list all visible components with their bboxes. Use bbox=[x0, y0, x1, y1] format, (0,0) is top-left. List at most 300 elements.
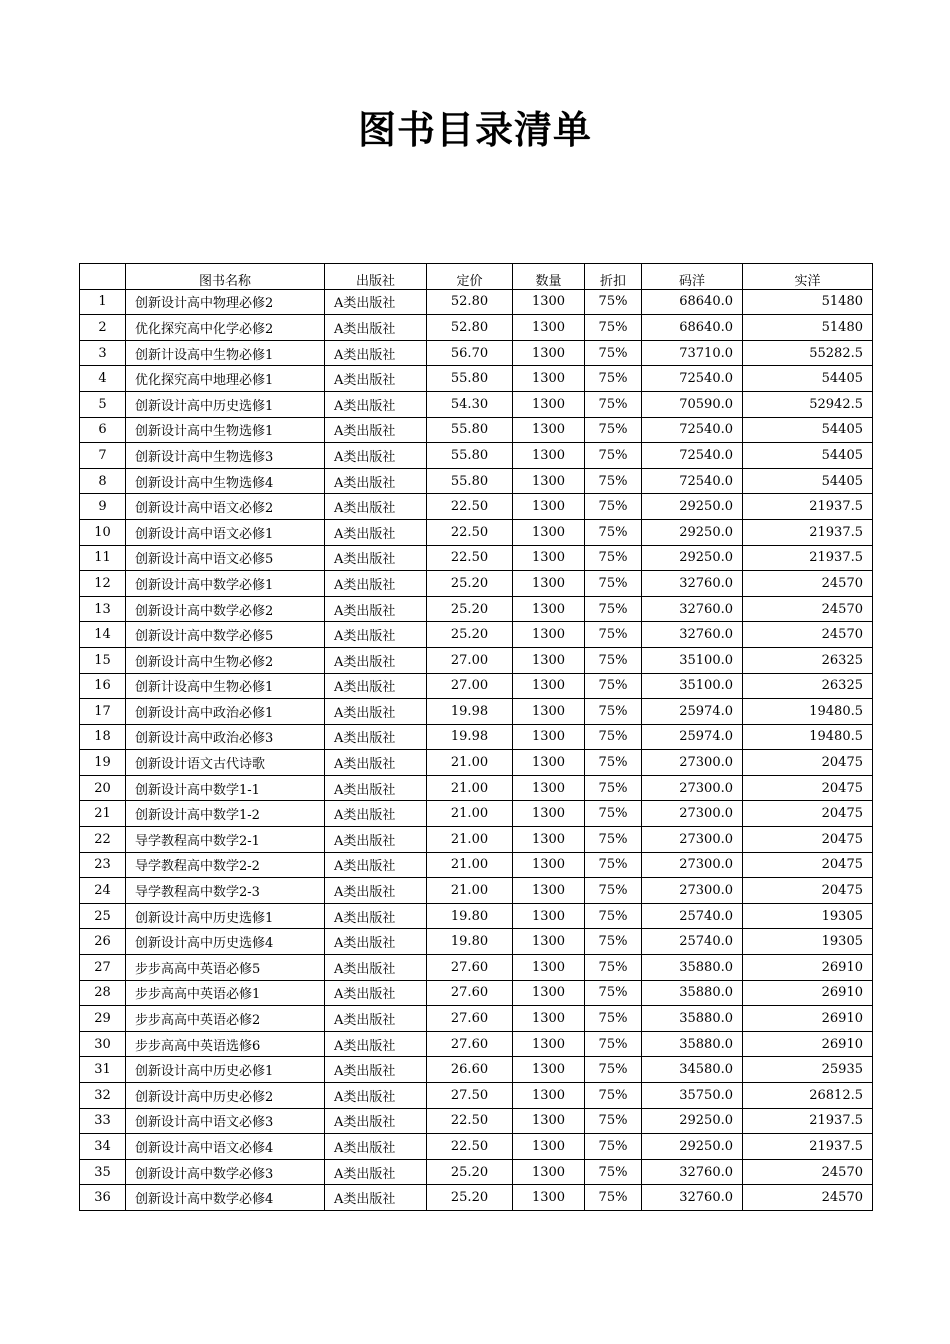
row-index: 5 bbox=[80, 391, 126, 417]
quantity-cell: 1300 bbox=[513, 315, 585, 341]
quantity-cell: 1300 bbox=[513, 673, 585, 699]
table-row bbox=[80, 801, 873, 827]
row-index: 1 bbox=[80, 289, 126, 315]
row-index: 7 bbox=[80, 443, 126, 469]
list-total-cell: 27300.0 bbox=[642, 852, 743, 878]
net-total-cell: 24570 bbox=[743, 622, 873, 648]
quantity-cell: 1300 bbox=[513, 366, 585, 392]
net-total-cell: 19480.5 bbox=[743, 699, 873, 725]
publisher-cell: A类出版社 bbox=[325, 878, 427, 904]
net-total-cell: 54405 bbox=[743, 417, 873, 443]
table-row bbox=[80, 699, 873, 725]
row-index: 4 bbox=[80, 366, 126, 392]
header-index bbox=[80, 264, 126, 290]
discount-cell: 75% bbox=[585, 596, 642, 622]
row-index: 6 bbox=[80, 417, 126, 443]
discount-cell: 75% bbox=[585, 494, 642, 520]
discount-cell: 75% bbox=[585, 545, 642, 571]
net-total-cell: 51480 bbox=[743, 289, 873, 315]
publisher-cell: A类出版社 bbox=[325, 289, 427, 315]
discount-cell: 75% bbox=[585, 1159, 642, 1185]
book-name-cell: 创新设计高中数学必修1 bbox=[126, 571, 325, 597]
quantity-cell: 1300 bbox=[513, 750, 585, 776]
list-total-cell: 27300.0 bbox=[642, 775, 743, 801]
list-total-cell: 68640.0 bbox=[642, 289, 743, 315]
discount-cell: 75% bbox=[585, 340, 642, 366]
publisher-cell: A类出版社 bbox=[325, 852, 427, 878]
table-row bbox=[80, 750, 873, 776]
net-total-cell: 19480.5 bbox=[743, 724, 873, 750]
quantity-cell: 1300 bbox=[513, 1159, 585, 1185]
row-index: 20 bbox=[80, 775, 126, 801]
discount-cell: 75% bbox=[585, 775, 642, 801]
publisher-cell: A类出版社 bbox=[325, 571, 427, 597]
book-name-cell: 创新设计高中历史选修4 bbox=[126, 929, 325, 955]
row-index: 30 bbox=[80, 1031, 126, 1057]
list-total-cell: 25740.0 bbox=[642, 929, 743, 955]
quantity-cell: 1300 bbox=[513, 340, 585, 366]
publisher-cell: A类出版社 bbox=[325, 417, 427, 443]
quantity-cell: 1300 bbox=[513, 980, 585, 1006]
row-index: 32 bbox=[80, 1083, 126, 1109]
discount-cell: 75% bbox=[585, 622, 642, 648]
list-total-cell: 27300.0 bbox=[642, 878, 743, 904]
publisher-cell: A类出版社 bbox=[325, 699, 427, 725]
price-cell: 26.60 bbox=[427, 1057, 513, 1083]
table-row bbox=[80, 1057, 873, 1083]
net-total-cell: 26812.5 bbox=[743, 1083, 873, 1109]
table-row bbox=[80, 289, 873, 315]
table-row bbox=[80, 391, 873, 417]
publisher-cell: A类出版社 bbox=[325, 801, 427, 827]
price-cell: 55.80 bbox=[427, 443, 513, 469]
table-row bbox=[80, 468, 873, 494]
book-name-cell: 优化探究高中化学必修2 bbox=[126, 315, 325, 341]
quantity-cell: 1300 bbox=[513, 545, 585, 571]
quantity-cell: 1300 bbox=[513, 775, 585, 801]
publisher-cell: A类出版社 bbox=[325, 1159, 427, 1185]
discount-cell: 75% bbox=[585, 955, 642, 981]
discount-cell: 75% bbox=[585, 1108, 642, 1134]
quantity-cell: 1300 bbox=[513, 1108, 585, 1134]
discount-cell: 75% bbox=[585, 315, 642, 341]
row-index: 8 bbox=[80, 468, 126, 494]
price-cell: 55.80 bbox=[427, 366, 513, 392]
publisher-cell: A类出版社 bbox=[325, 366, 427, 392]
price-cell: 56.70 bbox=[427, 340, 513, 366]
price-cell: 21.00 bbox=[427, 750, 513, 776]
row-index: 22 bbox=[80, 827, 126, 853]
net-total-cell: 26910 bbox=[743, 955, 873, 981]
price-cell: 27.00 bbox=[427, 673, 513, 699]
quantity-cell: 1300 bbox=[513, 801, 585, 827]
quantity-cell: 1300 bbox=[513, 289, 585, 315]
price-cell: 25.20 bbox=[427, 1159, 513, 1185]
quantity-cell: 1300 bbox=[513, 955, 585, 981]
publisher-cell: A类出版社 bbox=[325, 622, 427, 648]
publisher-cell: A类出版社 bbox=[325, 1108, 427, 1134]
table-row bbox=[80, 1185, 873, 1211]
price-cell: 21.00 bbox=[427, 827, 513, 853]
list-total-cell: 73710.0 bbox=[642, 340, 743, 366]
price-cell: 55.80 bbox=[427, 417, 513, 443]
discount-cell: 75% bbox=[585, 391, 642, 417]
table-row bbox=[80, 852, 873, 878]
book-name-cell: 创新设计高中生物选修3 bbox=[126, 443, 325, 469]
table-row bbox=[80, 571, 873, 597]
net-total-cell: 54405 bbox=[743, 443, 873, 469]
quantity-cell: 1300 bbox=[513, 1185, 585, 1211]
book-name-cell: 创新设计高中数学1-1 bbox=[126, 775, 325, 801]
book-name-cell: 创新设计高中历史选修1 bbox=[126, 903, 325, 929]
list-total-cell: 72540.0 bbox=[642, 366, 743, 392]
discount-cell: 75% bbox=[585, 647, 642, 673]
price-cell: 52.80 bbox=[427, 315, 513, 341]
price-cell: 55.80 bbox=[427, 468, 513, 494]
price-cell: 27.60 bbox=[427, 955, 513, 981]
quantity-cell: 1300 bbox=[513, 1083, 585, 1109]
publisher-cell: A类出版社 bbox=[325, 903, 427, 929]
list-total-cell: 29250.0 bbox=[642, 1108, 743, 1134]
quantity-cell: 1300 bbox=[513, 852, 585, 878]
quantity-cell: 1300 bbox=[513, 1006, 585, 1032]
publisher-cell: A类出版社 bbox=[325, 1057, 427, 1083]
list-total-cell: 25740.0 bbox=[642, 903, 743, 929]
list-total-cell: 72540.0 bbox=[642, 443, 743, 469]
publisher-cell: A类出版社 bbox=[325, 545, 427, 571]
row-index: 34 bbox=[80, 1134, 126, 1160]
list-total-cell: 35880.0 bbox=[642, 1031, 743, 1057]
list-total-cell: 29250.0 bbox=[642, 519, 743, 545]
price-cell: 54.30 bbox=[427, 391, 513, 417]
list-total-cell: 34580.0 bbox=[642, 1057, 743, 1083]
row-index: 13 bbox=[80, 596, 126, 622]
list-total-cell: 25974.0 bbox=[642, 724, 743, 750]
net-total-cell: 26910 bbox=[743, 980, 873, 1006]
list-total-cell: 29250.0 bbox=[642, 494, 743, 520]
publisher-cell: A类出版社 bbox=[325, 775, 427, 801]
discount-cell: 75% bbox=[585, 903, 642, 929]
price-cell: 52.80 bbox=[427, 289, 513, 315]
price-cell: 19.98 bbox=[427, 724, 513, 750]
table-row bbox=[80, 315, 873, 341]
row-index: 12 bbox=[80, 571, 126, 597]
list-total-cell: 27300.0 bbox=[642, 827, 743, 853]
list-total-cell: 32760.0 bbox=[642, 622, 743, 648]
discount-cell: 75% bbox=[585, 878, 642, 904]
quantity-cell: 1300 bbox=[513, 391, 585, 417]
book-name-cell: 创新设计高中政治必修1 bbox=[126, 699, 325, 725]
quantity-cell: 1300 bbox=[513, 878, 585, 904]
net-total-cell: 26910 bbox=[743, 1031, 873, 1057]
net-total-cell: 26910 bbox=[743, 1006, 873, 1032]
publisher-cell: A类出版社 bbox=[325, 673, 427, 699]
table-row bbox=[80, 1006, 873, 1032]
discount-cell: 75% bbox=[585, 852, 642, 878]
table-row bbox=[80, 1159, 873, 1185]
list-total-cell: 35880.0 bbox=[642, 980, 743, 1006]
row-index: 35 bbox=[80, 1159, 126, 1185]
header-publisher: 出版社 bbox=[325, 264, 427, 290]
quantity-cell: 1300 bbox=[513, 827, 585, 853]
publisher-cell: A类出版社 bbox=[325, 494, 427, 520]
list-total-cell: 27300.0 bbox=[642, 750, 743, 776]
publisher-cell: A类出版社 bbox=[325, 980, 427, 1006]
table-header-row bbox=[80, 264, 873, 290]
net-total-cell: 52942.5 bbox=[743, 391, 873, 417]
table-row bbox=[80, 980, 873, 1006]
quantity-cell: 1300 bbox=[513, 596, 585, 622]
book-name-cell: 创新设计高中历史必修1 bbox=[126, 1057, 325, 1083]
net-total-cell: 20475 bbox=[743, 775, 873, 801]
row-index: 27 bbox=[80, 955, 126, 981]
table-row bbox=[80, 647, 873, 673]
publisher-cell: A类出版社 bbox=[325, 1031, 427, 1057]
net-total-cell: 21937.5 bbox=[743, 1134, 873, 1160]
table-row bbox=[80, 724, 873, 750]
net-total-cell: 54405 bbox=[743, 468, 873, 494]
quantity-cell: 1300 bbox=[513, 1031, 585, 1057]
book-name-cell: 导学教程高中数学2-3 bbox=[126, 878, 325, 904]
publisher-cell: A类出版社 bbox=[325, 340, 427, 366]
book-name-cell: 创新计设高中生物必修1 bbox=[126, 340, 325, 366]
header-price: 定价 bbox=[427, 264, 513, 290]
net-total-cell: 20475 bbox=[743, 878, 873, 904]
row-index: 14 bbox=[80, 622, 126, 648]
publisher-cell: A类出版社 bbox=[325, 929, 427, 955]
table-row bbox=[80, 929, 873, 955]
publisher-cell: A类出版社 bbox=[325, 1185, 427, 1211]
quantity-cell: 1300 bbox=[513, 494, 585, 520]
discount-cell: 75% bbox=[585, 724, 642, 750]
price-cell: 27.60 bbox=[427, 1006, 513, 1032]
price-cell: 27.60 bbox=[427, 980, 513, 1006]
list-total-cell: 27300.0 bbox=[642, 801, 743, 827]
list-total-cell: 35880.0 bbox=[642, 1006, 743, 1032]
price-cell: 22.50 bbox=[427, 519, 513, 545]
book-name-cell: 创新设计高中语文必修1 bbox=[126, 519, 325, 545]
list-total-cell: 68640.0 bbox=[642, 315, 743, 341]
net-total-cell: 20475 bbox=[743, 852, 873, 878]
table-row bbox=[80, 417, 873, 443]
list-total-cell: 32760.0 bbox=[642, 596, 743, 622]
table-row bbox=[80, 596, 873, 622]
header-list-total: 码洋 bbox=[642, 264, 743, 290]
discount-cell: 75% bbox=[585, 750, 642, 776]
price-cell: 27.00 bbox=[427, 647, 513, 673]
table-row bbox=[80, 443, 873, 469]
discount-cell: 75% bbox=[585, 827, 642, 853]
table-row bbox=[80, 545, 873, 571]
net-total-cell: 24570 bbox=[743, 1159, 873, 1185]
net-total-cell: 19305 bbox=[743, 903, 873, 929]
row-index: 2 bbox=[80, 315, 126, 341]
publisher-cell: A类出版社 bbox=[325, 1134, 427, 1160]
discount-cell: 75% bbox=[585, 571, 642, 597]
book-name-cell: 创新设计高中数学1-2 bbox=[126, 801, 325, 827]
price-cell: 21.00 bbox=[427, 852, 513, 878]
net-total-cell: 21937.5 bbox=[743, 545, 873, 571]
price-cell: 21.00 bbox=[427, 801, 513, 827]
book-name-cell: 步步高高中英语必修5 bbox=[126, 955, 325, 981]
book-name-cell: 导学教程高中数学2-2 bbox=[126, 852, 325, 878]
quantity-cell: 1300 bbox=[513, 417, 585, 443]
discount-cell: 75% bbox=[585, 1083, 642, 1109]
net-total-cell: 55282.5 bbox=[743, 340, 873, 366]
net-total-cell: 24570 bbox=[743, 571, 873, 597]
book-name-cell: 步步高高中英语选修6 bbox=[126, 1031, 325, 1057]
row-index: 23 bbox=[80, 852, 126, 878]
list-total-cell: 35100.0 bbox=[642, 647, 743, 673]
book-name-cell: 创新设计高中政治必修3 bbox=[126, 724, 325, 750]
table-row bbox=[80, 955, 873, 981]
net-total-cell: 24570 bbox=[743, 596, 873, 622]
row-index: 33 bbox=[80, 1108, 126, 1134]
table-row bbox=[80, 1108, 873, 1134]
row-index: 3 bbox=[80, 340, 126, 366]
publisher-cell: A类出版社 bbox=[325, 519, 427, 545]
net-total-cell: 51480 bbox=[743, 315, 873, 341]
row-index: 31 bbox=[80, 1057, 126, 1083]
header-book-name: 图书名称 bbox=[126, 264, 325, 290]
quantity-cell: 1300 bbox=[513, 1057, 585, 1083]
price-cell: 25.20 bbox=[427, 571, 513, 597]
publisher-cell: A类出版社 bbox=[325, 443, 427, 469]
table-row bbox=[80, 775, 873, 801]
list-total-cell: 70590.0 bbox=[642, 391, 743, 417]
book-name-cell: 创新设计高中生物选修4 bbox=[126, 468, 325, 494]
book-name-cell: 优化探究高中地理必修1 bbox=[126, 366, 325, 392]
table-row bbox=[80, 673, 873, 699]
list-total-cell: 32760.0 bbox=[642, 1185, 743, 1211]
row-index: 16 bbox=[80, 673, 126, 699]
table-row bbox=[80, 903, 873, 929]
price-cell: 25.20 bbox=[427, 1185, 513, 1211]
discount-cell: 75% bbox=[585, 417, 642, 443]
net-total-cell: 21937.5 bbox=[743, 1108, 873, 1134]
row-index: 18 bbox=[80, 724, 126, 750]
book-name-cell: 创新设计高中语文必修3 bbox=[126, 1108, 325, 1134]
table-row bbox=[80, 340, 873, 366]
row-index: 19 bbox=[80, 750, 126, 776]
header-discount: 折扣 bbox=[585, 264, 642, 290]
price-cell: 21.00 bbox=[427, 878, 513, 904]
discount-cell: 75% bbox=[585, 673, 642, 699]
row-index: 29 bbox=[80, 1006, 126, 1032]
page-title: 图书目录清单 bbox=[357, 108, 592, 152]
row-index: 10 bbox=[80, 519, 126, 545]
quantity-cell: 1300 bbox=[513, 929, 585, 955]
net-total-cell: 20475 bbox=[743, 827, 873, 853]
book-name-cell: 创新设计高中数学必修4 bbox=[126, 1185, 325, 1211]
table-row bbox=[80, 878, 873, 904]
publisher-cell: A类出版社 bbox=[325, 596, 427, 622]
row-index: 11 bbox=[80, 545, 126, 571]
net-total-cell: 26325 bbox=[743, 673, 873, 699]
row-index: 17 bbox=[80, 699, 126, 725]
price-cell: 25.20 bbox=[427, 596, 513, 622]
price-cell: 22.50 bbox=[427, 1134, 513, 1160]
book-name-cell: 创新设计高中语文必修2 bbox=[126, 494, 325, 520]
table-row bbox=[80, 1134, 873, 1160]
discount-cell: 75% bbox=[585, 801, 642, 827]
discount-cell: 75% bbox=[585, 1006, 642, 1032]
net-total-cell: 21937.5 bbox=[743, 519, 873, 545]
book-name-cell: 创新设计高中历史必修2 bbox=[126, 1083, 325, 1109]
publisher-cell: A类出版社 bbox=[325, 315, 427, 341]
price-cell: 25.20 bbox=[427, 622, 513, 648]
discount-cell: 75% bbox=[585, 443, 642, 469]
net-total-cell: 20475 bbox=[743, 750, 873, 776]
table-row bbox=[80, 494, 873, 520]
net-total-cell: 19305 bbox=[743, 929, 873, 955]
row-index: 26 bbox=[80, 929, 126, 955]
discount-cell: 75% bbox=[585, 1185, 642, 1211]
net-total-cell: 25935 bbox=[743, 1057, 873, 1083]
discount-cell: 75% bbox=[585, 1057, 642, 1083]
table-row bbox=[80, 519, 873, 545]
list-total-cell: 35880.0 bbox=[642, 955, 743, 981]
publisher-cell: A类出版社 bbox=[325, 391, 427, 417]
discount-cell: 75% bbox=[585, 468, 642, 494]
list-total-cell: 35750.0 bbox=[642, 1083, 743, 1109]
discount-cell: 75% bbox=[585, 289, 642, 315]
header-quantity: 数量 bbox=[513, 264, 585, 290]
list-total-cell: 32760.0 bbox=[642, 571, 743, 597]
row-index: 25 bbox=[80, 903, 126, 929]
book-name-cell: 步步高高中英语必修2 bbox=[126, 1006, 325, 1032]
discount-cell: 75% bbox=[585, 699, 642, 725]
discount-cell: 75% bbox=[585, 980, 642, 1006]
list-total-cell: 32760.0 bbox=[642, 1159, 743, 1185]
list-total-cell: 35100.0 bbox=[642, 673, 743, 699]
quantity-cell: 1300 bbox=[513, 903, 585, 929]
book-name-cell: 创新设计高中物理必修2 bbox=[126, 289, 325, 315]
quantity-cell: 1300 bbox=[513, 571, 585, 597]
list-total-cell: 29250.0 bbox=[642, 1134, 743, 1160]
net-total-cell: 20475 bbox=[743, 801, 873, 827]
book-name-cell: 创新设计高中生物选修1 bbox=[126, 417, 325, 443]
list-total-cell: 25974.0 bbox=[642, 699, 743, 725]
discount-cell: 75% bbox=[585, 929, 642, 955]
book-name-cell: 创新设计高中数学必修3 bbox=[126, 1159, 325, 1185]
discount-cell: 75% bbox=[585, 1031, 642, 1057]
publisher-cell: A类出版社 bbox=[325, 1006, 427, 1032]
price-cell: 21.00 bbox=[427, 775, 513, 801]
price-cell: 19.98 bbox=[427, 699, 513, 725]
price-cell: 27.50 bbox=[427, 1083, 513, 1109]
price-cell: 22.50 bbox=[427, 545, 513, 571]
publisher-cell: A类出版社 bbox=[325, 827, 427, 853]
quantity-cell: 1300 bbox=[513, 699, 585, 725]
publisher-cell: A类出版社 bbox=[325, 468, 427, 494]
list-total-cell: 72540.0 bbox=[642, 417, 743, 443]
book-name-cell: 创新设计高中历史选修1 bbox=[126, 391, 325, 417]
catalog-table bbox=[79, 263, 873, 1211]
price-cell: 19.80 bbox=[427, 903, 513, 929]
book-name-cell: 创新设计语文古代诗歌 bbox=[126, 750, 325, 776]
book-name-cell: 创新设计高中数学必修5 bbox=[126, 622, 325, 648]
price-cell: 19.80 bbox=[427, 929, 513, 955]
publisher-cell: A类出版社 bbox=[325, 750, 427, 776]
row-index: 15 bbox=[80, 647, 126, 673]
quantity-cell: 1300 bbox=[513, 622, 585, 648]
table-row bbox=[80, 827, 873, 853]
publisher-cell: A类出版社 bbox=[325, 955, 427, 981]
discount-cell: 75% bbox=[585, 366, 642, 392]
list-total-cell: 29250.0 bbox=[642, 545, 743, 571]
book-name-cell: 创新设计高中数学必修2 bbox=[126, 596, 325, 622]
